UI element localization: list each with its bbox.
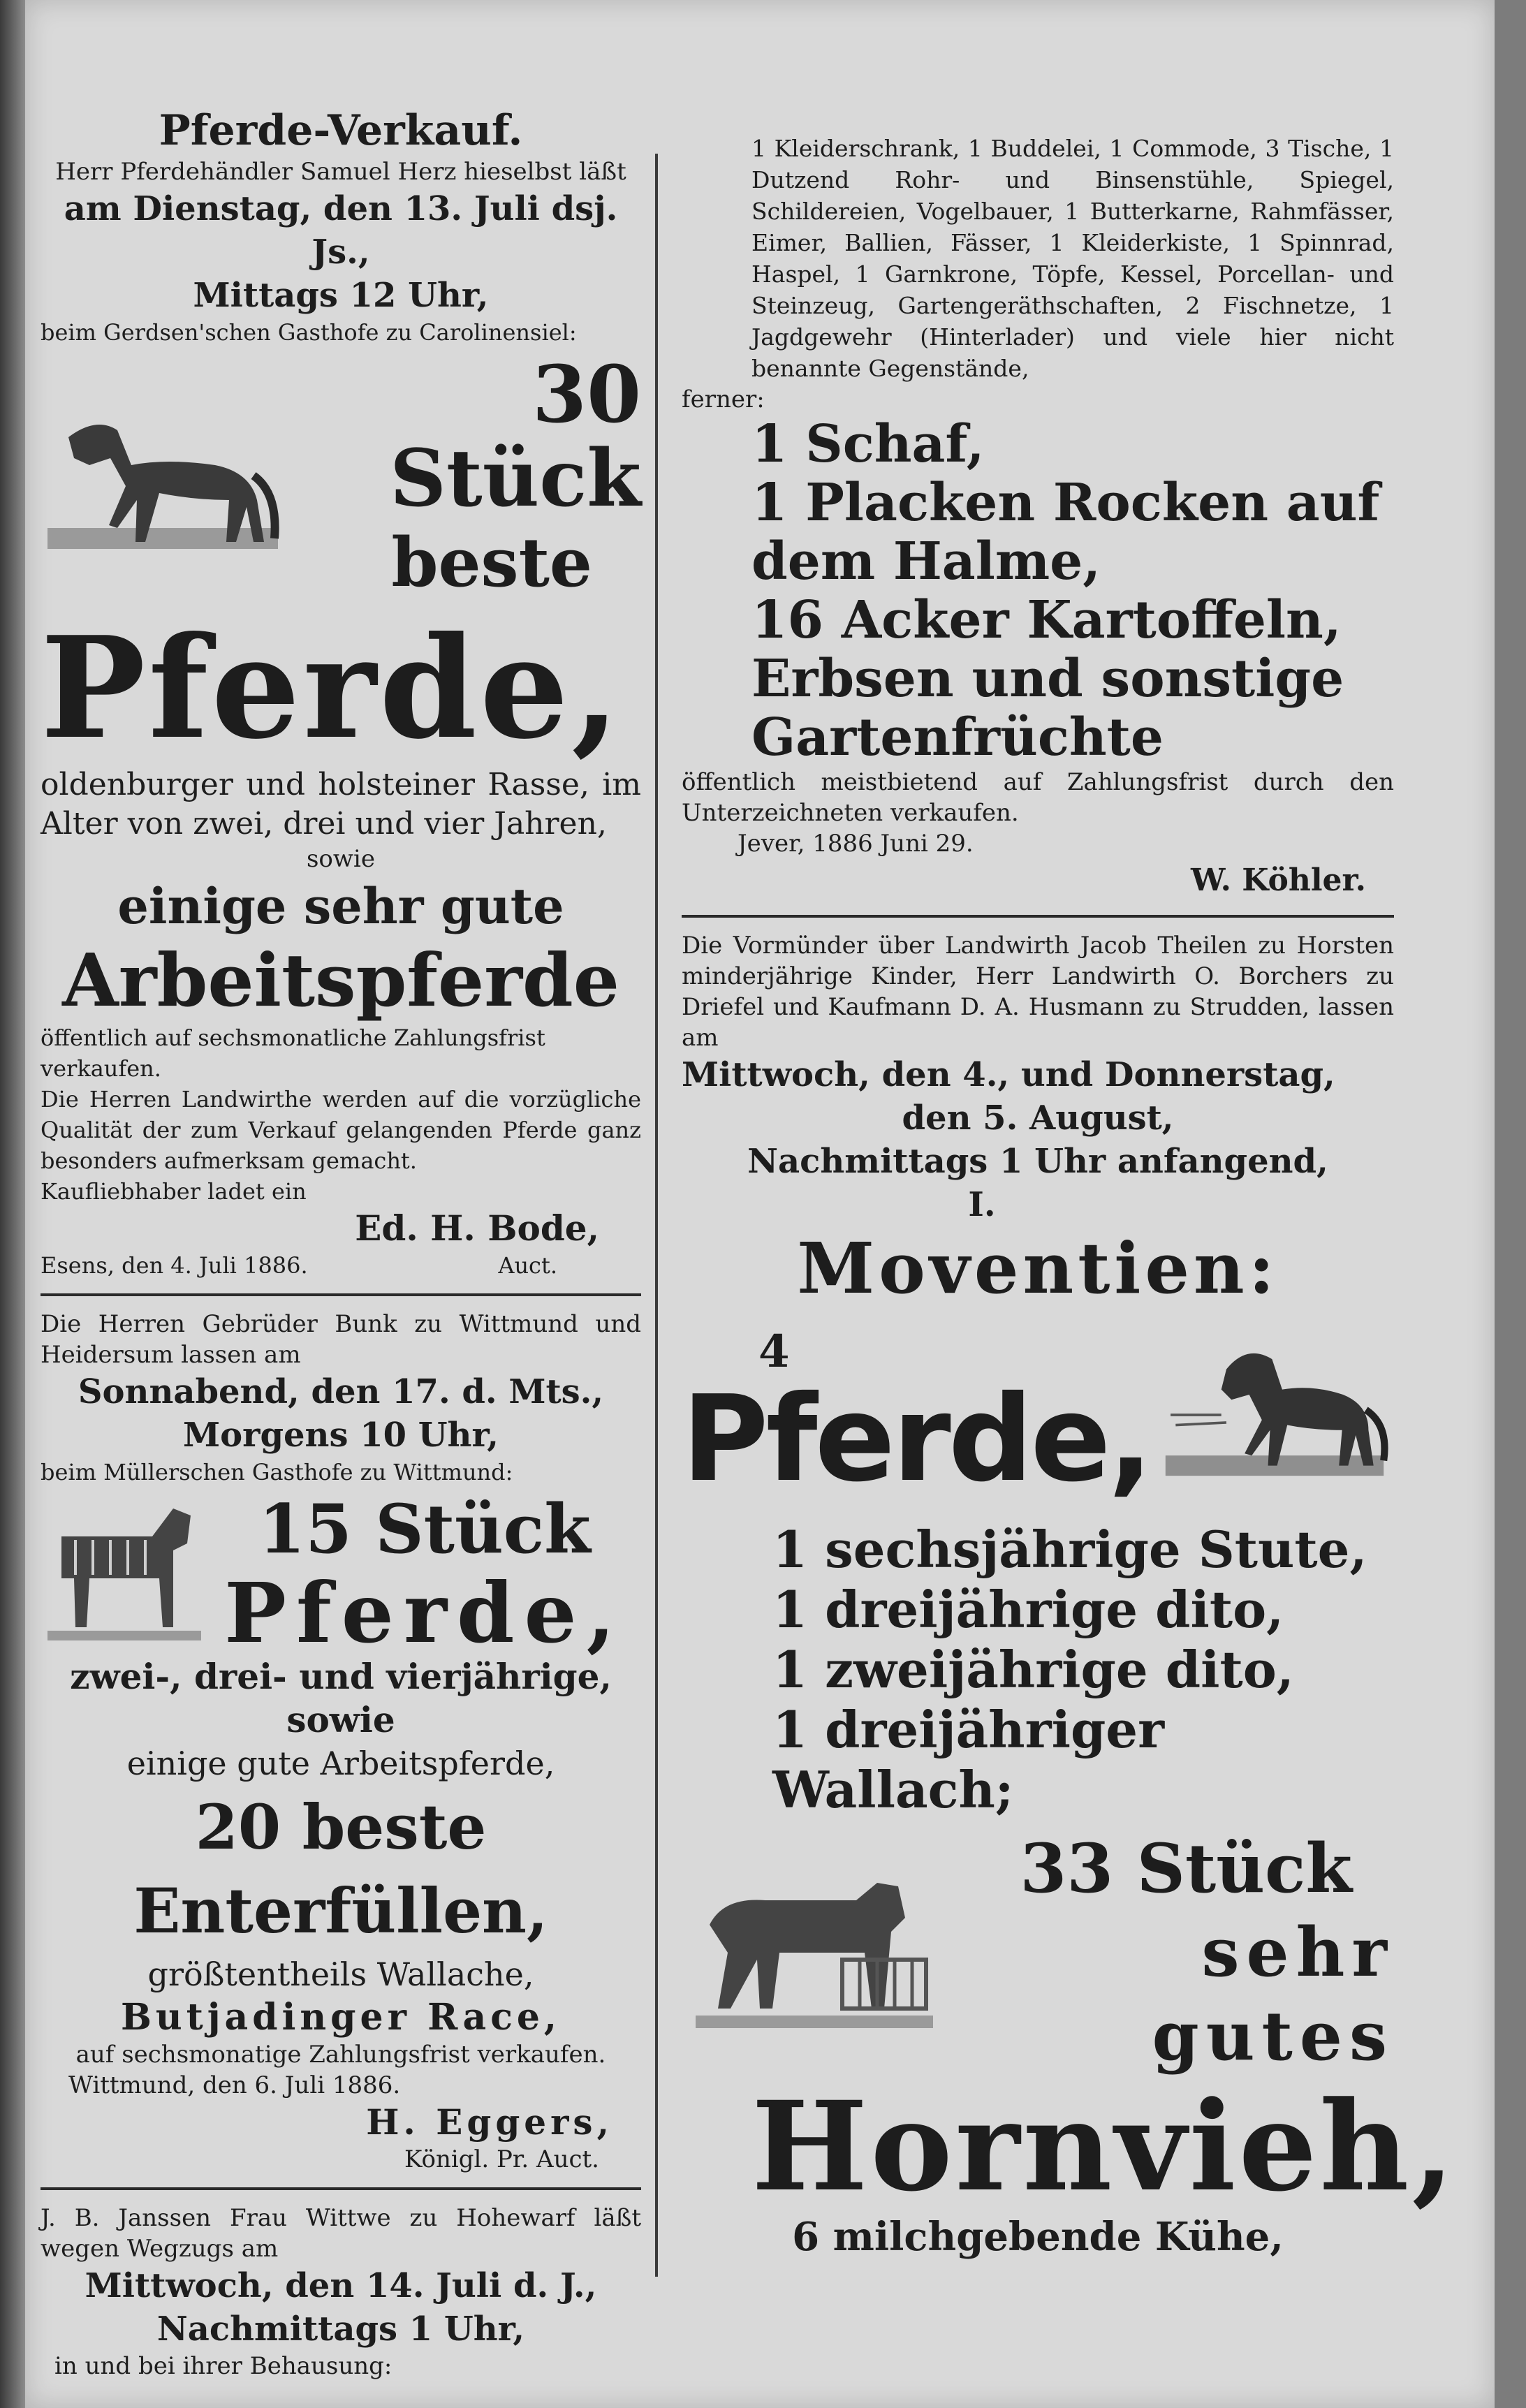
horse-list-item: 1 sechsjährige Stute, <box>772 1520 1367 1579</box>
horse-list-item: 1 zweijährige dito, <box>772 1640 1294 1699</box>
place-date: Wittmund, den 6. Juli 1886. <box>68 2071 401 2099</box>
blanketed-horse-icon <box>41 1488 208 1655</box>
signer-name: Ed. H. Bode, <box>355 1207 599 1249</box>
column-divider <box>655 154 658 2277</box>
ad-date: Mittwoch, den 14. Juli d. J., <box>85 2266 597 2305</box>
terms-text: öffentlich auf sechsmonatliche Zahlungsfrist verkaufen. <box>41 1025 545 1082</box>
foals-text: 20 beste Enterfüllen, <box>133 1791 548 1947</box>
big-headline: Pferde, <box>41 606 623 770</box>
breed-text: oldenburger und holsteiner Rasse, im Alter von zwei, drei und vier Jahren, <box>41 767 641 842</box>
horse-header-row <box>41 349 641 605</box>
ad-intro: Die Vormünder über Landwirth Jacob Theilen zu Horsten minderjährige Kinder, Herr Landwirth O. Borchers zu Driefel und Kaufmann D. A. Husmann zu Strudden, lassen am <box>682 932 1394 1052</box>
item-sheep: 1 Schaf, <box>751 414 985 474</box>
horse-count: 15 Stück <box>258 1490 591 1569</box>
cattle-count: 33 Stück <box>1020 1829 1352 1908</box>
ad-date-1: Mittwoch, den 4., und Donnerstag, <box>682 1055 1335 1094</box>
signer-name: H. Eggers, <box>366 2101 613 2143</box>
book-spine <box>0 0 25 2408</box>
big-headline: Pferde, <box>224 1564 625 1661</box>
ad-title: Pferde-Verkauf. <box>159 106 523 155</box>
signature-row <box>41 1250 641 1281</box>
item-rye: 1 Placken Rocken auf dem Halme, <box>751 473 1380 592</box>
signer-role: Auct. <box>498 1252 557 1279</box>
ad-date-2: den 5. August, <box>902 1099 1174 1138</box>
pferde-headline: Pferde, <box>682 1370 1151 1508</box>
ox-woodcut-icon <box>682 1869 947 2036</box>
ad-place: in und bei ihrer Behausung: <box>54 2352 392 2380</box>
ad-time: Morgens 10 Uhr, <box>183 1416 499 1455</box>
moventien-heading: Moventien: <box>797 1227 1279 1309</box>
big-items <box>751 415 1394 767</box>
invite-text: Kaufliebhaber ladet ein <box>41 1178 307 1205</box>
place-date: Esens, den 4. Juli 1886. <box>41 1252 308 1279</box>
horse-count: 4 <box>758 1326 790 1378</box>
some-text: einige sehr gute <box>117 877 564 935</box>
furniture-list: 1 Kleiderschrank, 1 Buddelei, 1 Commode, 3 Tische, 1 Dutzend Rohr- und Binsenstühle, Spiegel, Schildereien, Vogelbauer, 1 Butterkarne, Rahmfässer, Eimer, Ballien, Fässer, 1 Kleiderkiste, 1 Spinnrad, Haspel, 1 Garnkrone, Töpfe, Kessel, Porcellan- und Steinzeug, Gartengeräthschaften, 2 Fischnetze, 1 Jagdgewehr (Hinterlader) und viele hier nicht benannte Gegenstände, <box>751 135 1394 382</box>
ad-intro: J. B. Janssen Frau Wittwe zu Hohewarf läßt wegen Wegzugs am <box>41 2204 641 2263</box>
newspaper-page <box>25 0 1495 2408</box>
ad-time: Nachmittags 1 Uhr, <box>156 2310 525 2349</box>
ages-text: zwei-, drei- und vierjährige, sowie <box>70 1656 612 1740</box>
ad-divider <box>41 1293 641 1296</box>
ad-time: Nachmittags 1 Uhr anfangend, <box>747 1142 1328 1181</box>
ad-intro: Herr Pferdehändler Samuel Herz hieselbst läßt <box>55 158 626 186</box>
work-horses: Arbeitspferde <box>62 937 619 1023</box>
right-column <box>682 133 1458 2260</box>
horse-woodcut-icon <box>1150 1310 1394 1520</box>
ad-intro: Die Herren Gebrüder Bunk zu Wittmund und Heidersum lassen am <box>41 1310 641 1369</box>
place-date: Jever, 1886 Juni 29. <box>738 830 974 858</box>
ad-date: Sonnabend, den 17. d. Mts., <box>78 1372 604 1411</box>
ad-guardians-auction <box>682 930 1458 2260</box>
ad-place: beim Gerdsen'schen Gasthofe zu Carolinensiel: <box>41 319 577 346</box>
signer-name: W. Köhler. <box>1191 862 1366 898</box>
quality-word: beste <box>391 523 592 602</box>
cattle-header-row <box>682 1827 1394 2078</box>
ad-place: beim Müllerschen Gasthofe zu Wittmund: <box>41 1459 513 1485</box>
hornvieh-headline: Hornvieh, <box>751 2074 1458 2219</box>
left-column <box>41 105 641 2381</box>
mostly-text: größtentheils Wallache, <box>147 1955 534 1993</box>
horse-count: 30 Stück <box>390 349 641 524</box>
horse-list-item: 1 dreijähriger Wallach; <box>772 1700 1165 1819</box>
item-peas: Erbsen und sonstige Gartenfrüchte <box>751 649 1344 768</box>
work-text: einige gute Arbeitspferde, <box>126 1745 555 1782</box>
note-text: Die Herren Landwirthe werden auf die vorzügliche Qualität der zum Verkauf gelangenden Pferde ganz besonders aufmerksam gemacht. <box>41 1086 641 1174</box>
ad-horse-sale-bunk <box>41 1309 641 2175</box>
ad-horse-sale-herz <box>41 105 641 1281</box>
ad-divider <box>682 915 1394 918</box>
cattle-quality: sehr gutes <box>1152 1913 1394 2076</box>
ad-date: am Dienstag, den 13. Juli dsj. Js., <box>64 189 618 272</box>
terms-text: auf sechsmonatige Zahlungsfrist verkaufen. <box>75 2041 606 2069</box>
race-text: Butjadinger Race, <box>120 1996 562 2039</box>
item-potatoes: 16 Acker Kartoffeln, <box>751 590 1342 650</box>
terms-text: öffentlich meistbietend auf Zahlungsfrist durch den Unterzeichneten verkaufen. <box>682 768 1394 827</box>
horse-list <box>772 1520 1394 1820</box>
ad-divider <box>41 2187 641 2190</box>
ad-time: Mittags 12 Uhr, <box>193 276 489 315</box>
horse-woodcut-icon <box>41 388 292 570</box>
auction-items <box>682 133 1394 902</box>
horse-header-row <box>41 1488 641 1661</box>
horse-header-row <box>682 1310 1394 1520</box>
ferner-label: ferner: <box>682 386 765 413</box>
ad-auction-janssen <box>41 2203 641 2381</box>
sowie-text: sowie <box>306 845 375 873</box>
horse-list-item: 1 dreijährige dito, <box>772 1580 1284 1639</box>
section-number: I. <box>968 1185 996 1224</box>
signer-role: Königl. Pr. Auct. <box>404 2145 599 2173</box>
cows-text: 6 milchgebende Kühe, <box>792 2214 1284 2260</box>
